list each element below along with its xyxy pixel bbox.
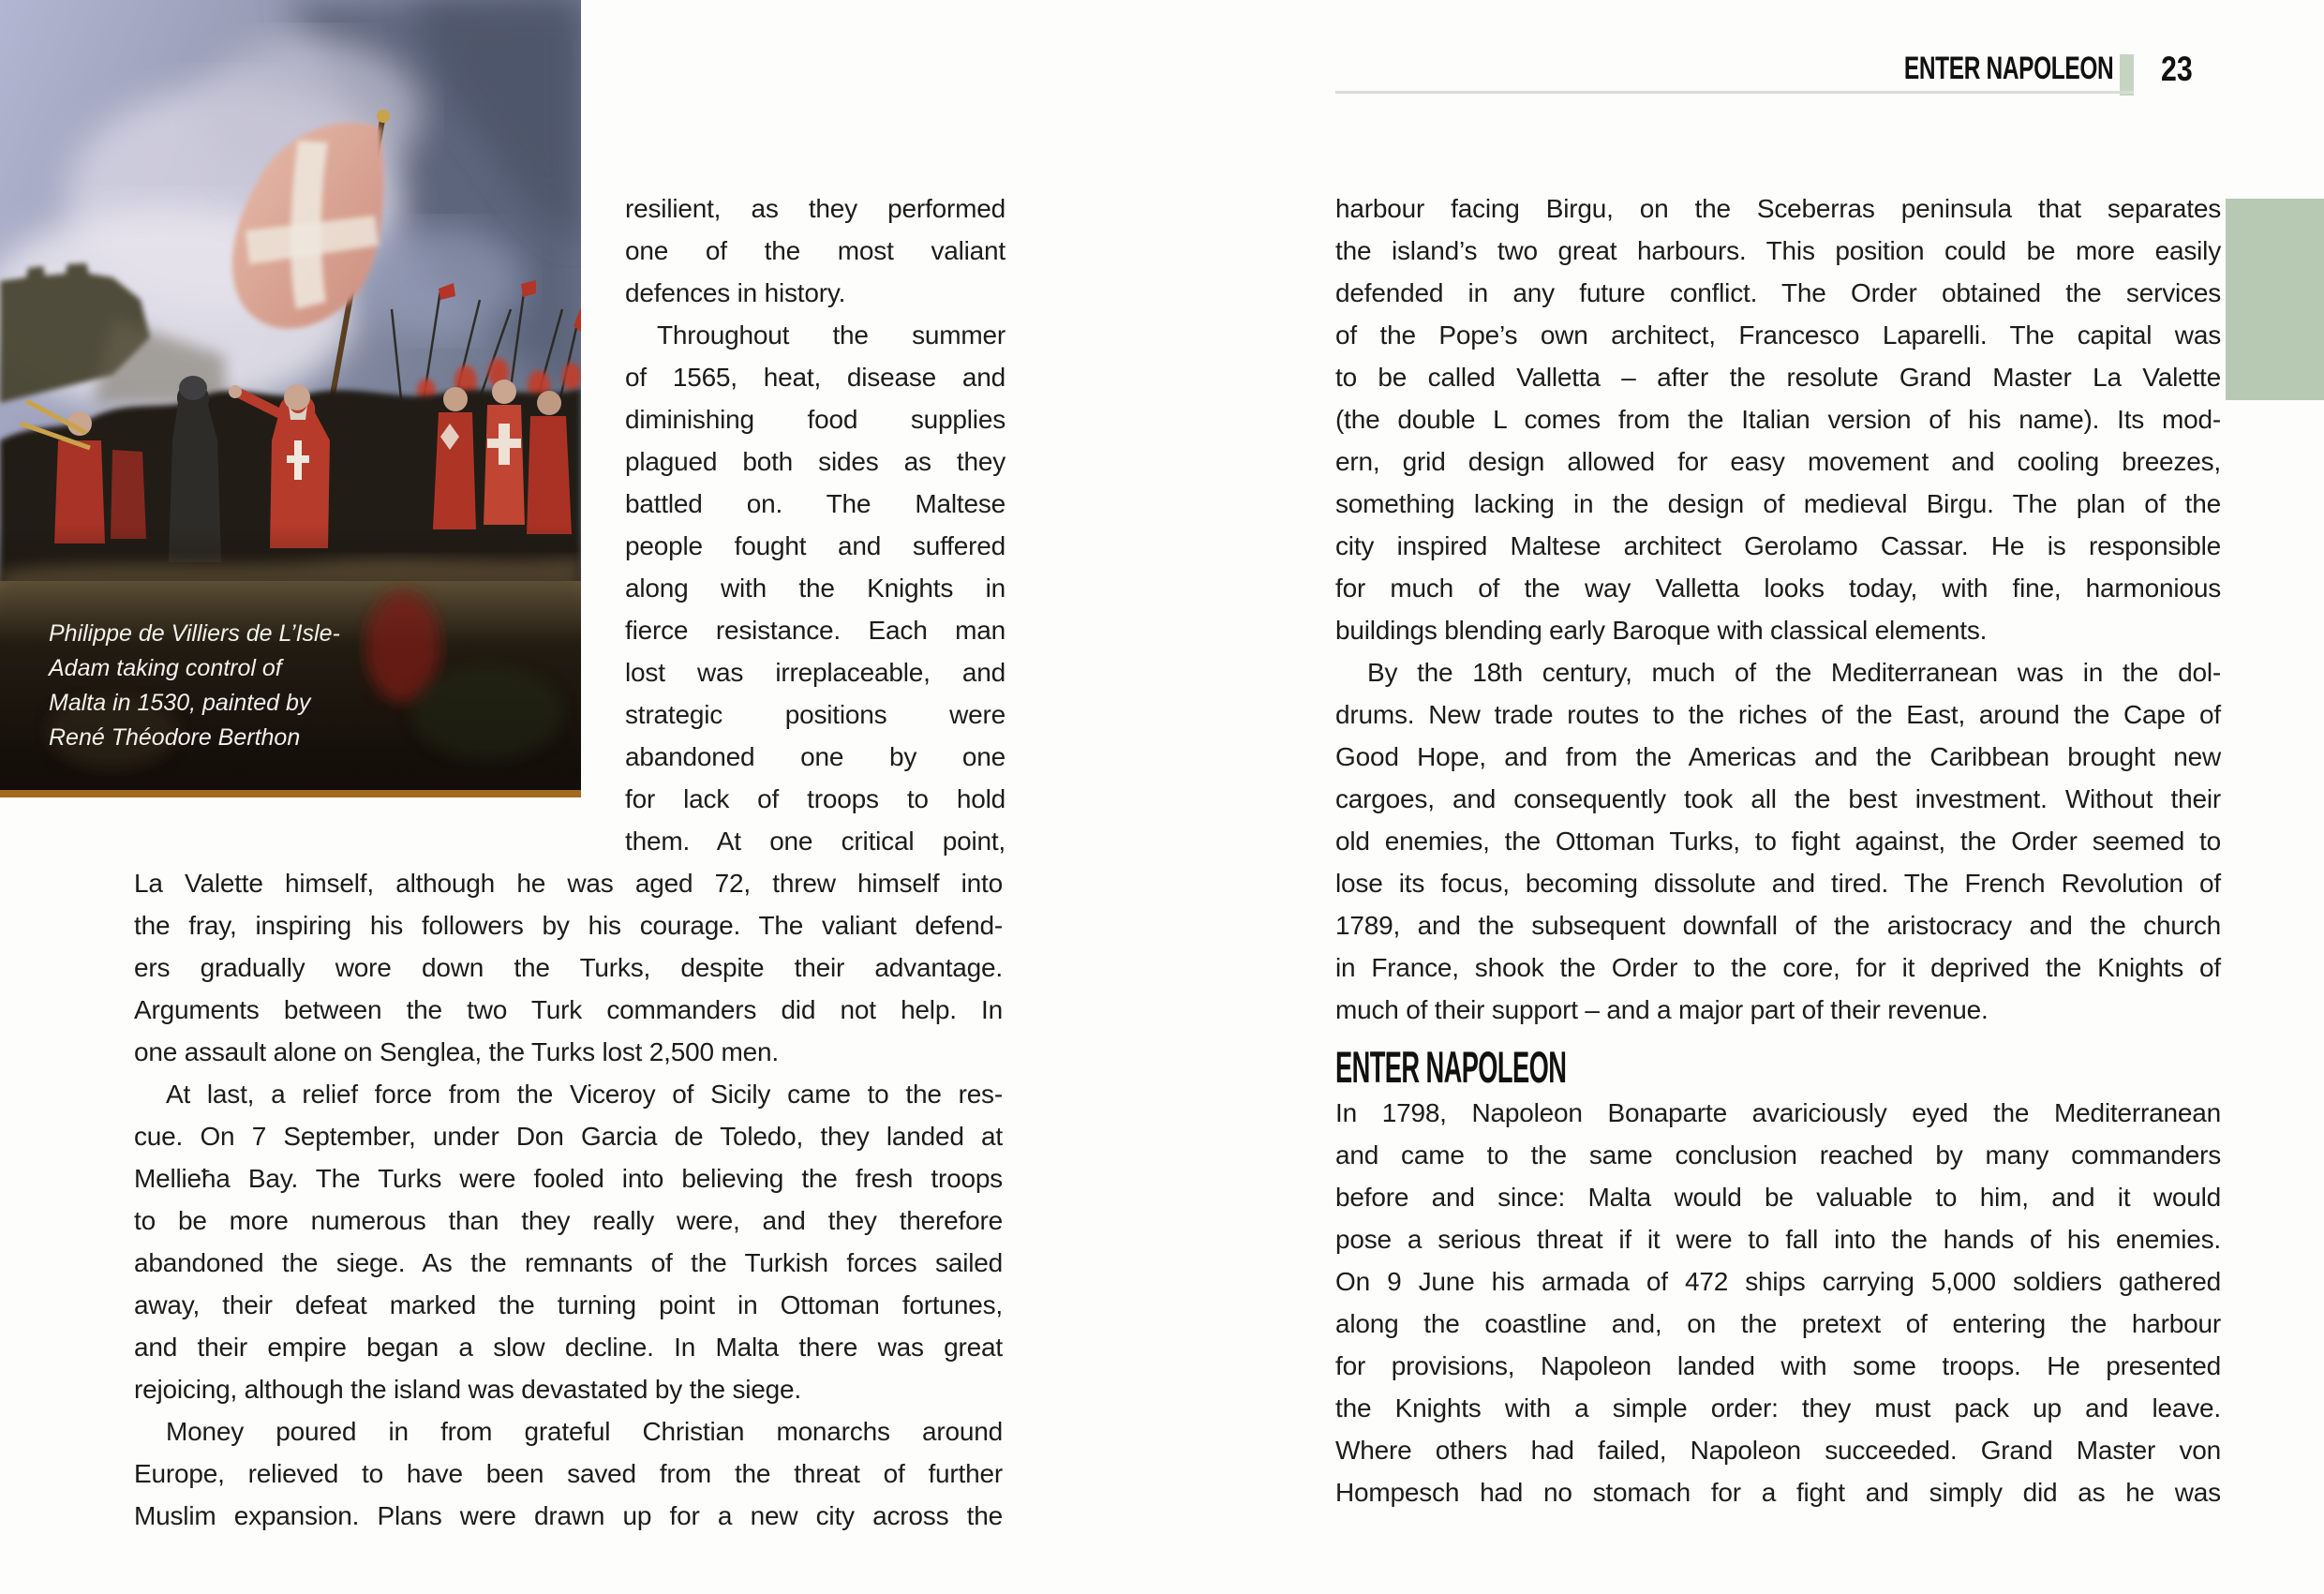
text-line: harbour facing Birgu, on the Sceberras peninsula that separates (1335, 194, 2221, 223)
text-line: resilient, as they performed (625, 194, 1006, 223)
caption-line: Adam taking control of (49, 655, 282, 681)
text-line: La Valette himself, although he was aged 72, threw himself into (134, 869, 1003, 898)
text-line: Throughout the summer (657, 320, 1006, 350)
text-line: diminishing food supplies (625, 405, 1006, 434)
text-line: pose a serious threat if it were to fall into the hands of his enemies. (1335, 1225, 2221, 1254)
section-heading: ENTER NAPOLEON (1335, 1042, 1567, 1092)
text-line: before and since: Malta would be valuable to him, and it would (1335, 1183, 2221, 1212)
text-line: to be called Valletta – after the resolute Grand Master La Valette (1335, 363, 2221, 392)
right-body-column (1335, 187, 2221, 1513)
text-line: cue. On 7 September, under Don Garcia de Toledo, they landed at (134, 1122, 1003, 1151)
text-line: lost was irreplaceable, and (625, 658, 1006, 687)
text-line: the fray, inspiring his followers by his courage. The valiant defend- (134, 911, 1003, 940)
text-line: Hompesch had no stomach for a fight and simply did as he was (1335, 1478, 2221, 1507)
text-line: ers gradually wore down the Turks, despite their advantage. (134, 953, 1003, 982)
caption-line: Malta in 1530, painted by (49, 690, 311, 716)
text-line: old enemies, the Ottoman Turks, to fight against, the Order seemed to (1335, 827, 2221, 856)
caption-line: Philippe de Villiers de L’Isle- (49, 620, 340, 647)
paragraph (1335, 187, 2221, 651)
text-line: buildings blending early Baroque with classical elements. (1335, 616, 1988, 645)
text-line: fierce resistance. Each man (625, 616, 1006, 645)
text-line: Good Hope, and from the Americas and the Caribbean brought new (1335, 742, 2221, 771)
figure-caption (49, 617, 442, 755)
text-line: in France, shook the Order to the core, for it deprived the Knights of (1335, 953, 2221, 982)
running-header-title: ENTER NAPOLEON (1903, 51, 2113, 86)
text-line: to be more numerous than they really were, and they therefore (134, 1206, 1003, 1235)
text-line: something lacking in the design of medieval Birgu. The plan of the (1335, 489, 2221, 518)
text-line: Europe, relieved to have been saved from the threat of further (134, 1459, 1003, 1488)
text-line: By the 18th century, much of the Mediterranean was in the dol- (1367, 658, 2221, 687)
text-line: away, their defeat marked the turning point in Ottoman fortunes, (134, 1290, 1003, 1319)
header-rule (1335, 91, 2134, 94)
paragraph (625, 187, 1006, 314)
text-line: the Knights with a simple order: they must pack up and leave. (1335, 1393, 2221, 1423)
paragraph (1335, 1092, 2221, 1513)
paragraph (625, 314, 1006, 862)
paragraph (134, 1410, 1003, 1537)
text-line: them. At one critical point, (625, 827, 1006, 856)
paragraph (134, 862, 1003, 1073)
caption-line: René Théodore Berthon (49, 724, 301, 751)
text-line: Money poured in from grateful Christian monarchs around (166, 1417, 1003, 1446)
text-line: Where others had failed, Napoleon succeeded. Grand Master von (1335, 1436, 2221, 1465)
text-line: for provisions, Napoleon landed with some troops. He presented (1335, 1351, 2221, 1380)
text-line: for much of the way Valletta looks today, with fine, harmonious (1335, 574, 2221, 603)
text-line: along with the Knights in (625, 574, 1006, 603)
text-line: strategic positions were (625, 700, 1006, 729)
text-line: one assault alone on Senglea, the Turks lost 2,500 men. (134, 1037, 779, 1066)
text-line: the island’s two great harbours. This position could be more easily (1335, 236, 2221, 265)
header-divider-bar (2120, 54, 2134, 96)
narrow-text-column (625, 187, 1006, 862)
text-line: lose its focus, becoming dissolute and tired. The French Revolution of (1335, 869, 2221, 898)
text-line: battled on. The Maltese (625, 489, 1006, 518)
text-line: defended in any future conflict. The Order obtained the services (1335, 278, 2221, 307)
text-line: (the double L comes from the Italian version of his name). Its mod- (1335, 405, 2221, 434)
text-line: In 1798, Napoleon Bonaparte avariciously eyed the Mediterranean (1335, 1098, 2221, 1127)
text-line: of the Pope’s own architect, Francesco Laparelli. The capital was (1335, 320, 2221, 350)
text-line: ern, grid design allowed for easy movement and cooling breezes, (1335, 447, 2221, 476)
left-body-column (134, 862, 1003, 1537)
text-line: Muslim expansion. Plans were drawn up for a new city across the (134, 1501, 1003, 1530)
right-body-part1 (1335, 187, 2221, 1031)
text-line: plagued both sides as they (625, 447, 1006, 476)
paragraph (1335, 651, 2221, 1031)
text-line: of 1565, heat, disease and (625, 363, 1006, 392)
text-line: rejoicing, although the island was devastated by the siege. (134, 1375, 802, 1404)
page-number: 23 (2161, 50, 2193, 88)
text-line: Arguments between the two Turk commanders did not help. In (134, 995, 1003, 1024)
text-line: Mellieħa Bay. The Turks were fooled into believing the fresh troops (134, 1164, 1003, 1193)
text-line: much of their support – and a major part of their revenue. (1335, 995, 1989, 1024)
text-line: and came to the same conclusion reached by many commanders (1335, 1140, 2221, 1169)
text-line: At last, a relief force from the Viceroy of Sicily came to the res- (166, 1080, 1003, 1109)
text-line: for lack of troops to hold (625, 784, 1006, 813)
text-line: defences in history. (625, 278, 846, 307)
text-line: and their empire began a slow decline. In Malta there was great (134, 1333, 1003, 1362)
text-line: one of the most valiant (625, 236, 1006, 265)
right-body-part2 (1335, 1092, 2221, 1513)
text-line: city inspired Maltese architect Gerolamo Cassar. He is responsible (1335, 531, 2221, 560)
chapter-edge-tab (2226, 199, 2324, 400)
text-line: along the coastline and, on the pretext of entering the harbour (1335, 1309, 2221, 1338)
painting-figure (0, 0, 581, 797)
text-line: On 9 June his armada of 472 ships carrying 5,000 soldiers gathered (1335, 1267, 2221, 1296)
text-line: abandoned the siege. As the remnants of the Turkish forces sailed (134, 1248, 1003, 1277)
text-line: abandoned one by one (625, 742, 1006, 771)
text-line: drums. New trade routes to the riches of the East, around the Cape of (1335, 700, 2221, 729)
paragraph (134, 1073, 1003, 1410)
text-line: 1789, and the subsequent downfall of the aristocracy and the church (1335, 911, 2221, 940)
text-line: people fought and suffered (625, 531, 1006, 560)
text-line: cargoes, and consequently took all the best investment. Without their (1335, 784, 2221, 813)
